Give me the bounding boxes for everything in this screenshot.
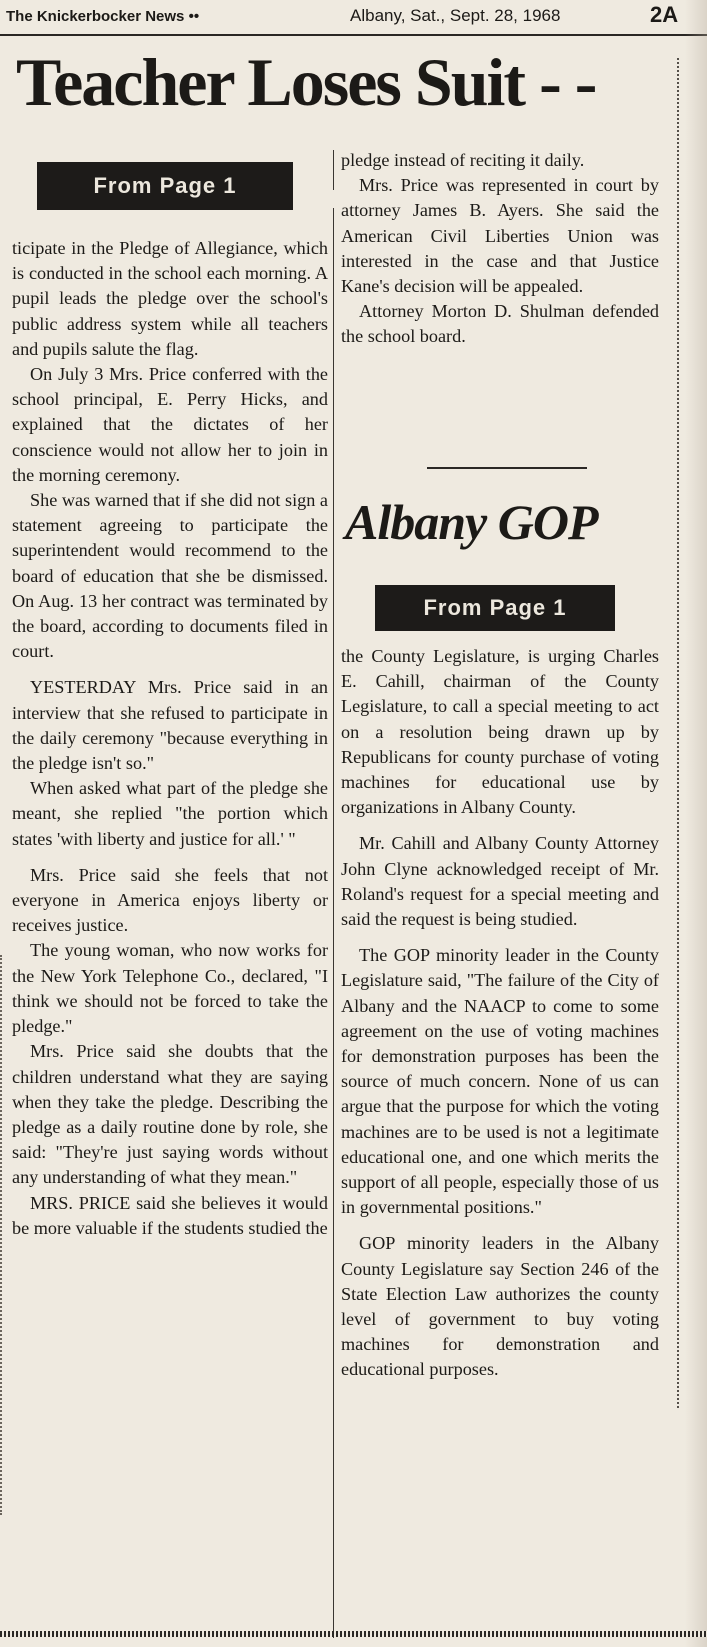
dateline: Albany, Sat., Sept. 28, 1968 [350,6,561,25]
story1-paragraph: On July 3 Mrs. Price conferred with the school principal, E. Perry Hicks, and explained that the dictates of her conscience would not allow her to join in the morning ceremony. [12,364,328,485]
masthead [0,0,707,36]
story1-paragraph: ticipate in the Pledge of Allegiance, which is conducted in the school each morning. A pupil leads the pledge over the school's public address system while all teachers and pupils salute the flag. [12,238,328,359]
story2-paragraph: Mr. Cahill and Albany County Attorney John Clyne acknowledged receipt of Mr. Roland's request for a special meeting and said the request is being studied. [341,833,659,930]
story2-paragraph: the County Legislature, is urging Charles E. Cahill, chairman of the County Legislature, to call a special meeting to act on a resolution being drawn up by Republicans for county purchase of voting machines for educational use by organizations in Albany County. [341,646,659,818]
story1-paragraph: Mrs. Price said she doubts that the children understand what they are saying when they take the pledge. Describing the pledge as a daily routine done by role, she said: "They're just saying words without any understanding of what they mean." [12,1041,328,1188]
bottom-rule [0,1631,707,1637]
from-page-box-1: From Page 1 [37,162,293,210]
story-divider [427,467,587,469]
story1-column [12,236,328,1241]
story1-continuation-paragraph: pledge instead of reciting it daily. [341,150,585,170]
from-page-box-2: From Page 1 [375,585,615,631]
torn-edge-right [673,58,679,1408]
story1-continuation-paragraph: Attorney Morton D. Shulman defended the school board. [341,301,659,347]
column-rule-top [333,150,334,190]
story1-paragraph: The young woman, who now works for the New York Telephone Co., declared, "I think we should not be forced to take the pledge." [12,940,328,1037]
story1-continuation-column [341,148,659,350]
headline-teacher-loses-suit: Teacher Loses Suit - - [16,44,596,120]
story1-paragraph: When asked what part of the pledge she meant, she replied "the portion which states 'with liberty and justice for all.' " [12,778,328,849]
gutter-left [0,955,8,1515]
story1-continuation-paragraph: Mrs. Price was represented in court by attorney James B. Ayers. She said the American Civil Liberties Union was interested in the case and that Justice Kane's decision will be appealed. [341,175,659,297]
newspaper-name: The Knickerbocker News •• [6,8,200,25]
page-number: 2A [650,2,679,27]
story1-paragraph: She was warned that if she did not sign a statement agreeing to participate the superintendent would recommend to the board of education that she be dismissed. On Aug. 13 her contract was terminated by the board, according to documents filed in court. [12,490,328,662]
story2-paragraph: GOP minority leaders in the Albany County Legislature say Section 246 of the State Election Law authorizes the county level of government to buy voting machines for demonstration and educational purposes. [341,1233,659,1380]
headline-albany-gop: Albany GOP [345,494,598,550]
story1-paragraph: YESTERDAY Mrs. Price said in an interview that she refused to participate in the daily ceremony "because everything in the pledge isn't so." [12,677,328,774]
story2-paragraph: The GOP minority leader in the County Legislature said, "The failure of the City of Albany and the NAACP to come to some agreement on the use of voting machines for demonstration purposes has been the source of much concern. None of us can argue that the purpose for which the voting machines are to be used is not a legitimate educational one, and one which merits the support of all people, especially those of us in governmental positions." [341,945,659,1218]
story1-paragraph: Mrs. Price said she feels that not everyone in America enjoys liberty or receives justice. [12,864,328,936]
story1-paragraph: MRS. PRICE said she believes it would be more valuable if the students studied the [12,1192,328,1238]
page-edge-shadow [685,0,707,1647]
story2-column [341,644,659,1383]
column-rule [333,208,334,1638]
